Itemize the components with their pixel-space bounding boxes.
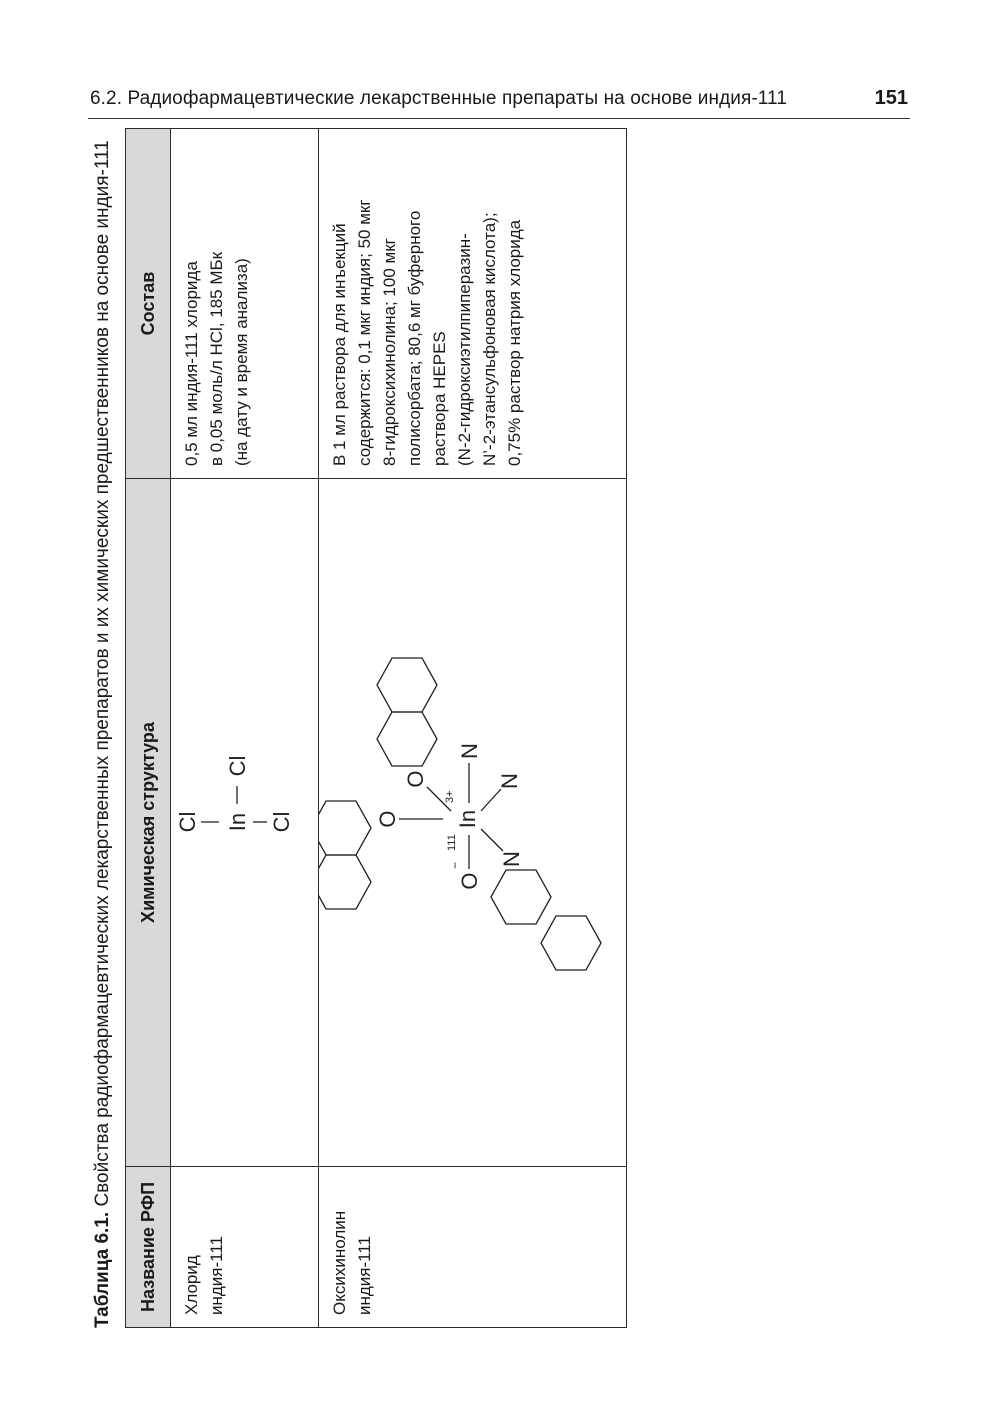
column-header-structure: Химическая структура bbox=[126, 479, 171, 1167]
properties-table bbox=[125, 128, 627, 1328]
caption-text: Свойства радиофармацевтических лекарственных препаратов и их химических предшественников на основе индия-111 bbox=[92, 140, 113, 1212]
running-title: 6.2. Радиофармацевтические лекарственные препараты на основе индия-111 bbox=[90, 88, 787, 109]
running-header bbox=[88, 86, 910, 119]
column-header-composition: Состав bbox=[126, 129, 171, 479]
indium-chloride-diagram bbox=[171, 743, 311, 903]
n-atom-label: N bbox=[499, 851, 524, 868]
indium-chloride-structure bbox=[171, 479, 319, 1167]
o-atom-label: O bbox=[375, 810, 400, 829]
table-caption bbox=[92, 133, 114, 1328]
cl-atom-label: Cl bbox=[225, 756, 250, 777]
in-atom-label: In bbox=[225, 813, 250, 832]
caption-label: Таблица 6.1. bbox=[92, 1211, 113, 1328]
o-atom-label: O bbox=[403, 770, 428, 789]
cl-atom-label: Cl bbox=[269, 812, 294, 833]
table-header-row bbox=[126, 129, 171, 1328]
table-row bbox=[319, 129, 627, 1328]
drug-name-cell: Хлорид индия-111 bbox=[171, 1167, 319, 1328]
composition-cell: 0,5 мл индия-111 хлорида в 0,05 моль/л HCl, 185 МБк (на дату и время анализа) bbox=[171, 129, 319, 479]
n-atom-label: N bbox=[457, 743, 482, 760]
rotated-table-block bbox=[88, 128, 628, 1328]
table-row bbox=[171, 129, 319, 1328]
o-atom-label: O bbox=[457, 872, 482, 891]
indium-oxine-structure bbox=[319, 479, 627, 1167]
o-charge-label: − bbox=[448, 862, 462, 870]
drug-name-cell: Оксихинолин индия-111 bbox=[319, 1167, 627, 1328]
cl-atom-label: Cl bbox=[175, 812, 200, 833]
n-atom-label: N bbox=[497, 773, 522, 790]
ion-charge-label: 3+ bbox=[444, 790, 456, 804]
column-header-name: Название РФП bbox=[126, 1167, 171, 1328]
page-number: 151 bbox=[874, 87, 908, 109]
in-atom-label: In bbox=[455, 810, 480, 829]
composition-cell: В 1 мл раствора для инъекций содержится: 0,1 мкг индия; 50 мкг 8-гидроксихинолина; 100 мкг полисорбата; 80,6 мг буферного раствора HEPES (N-2-гидроксиэтилпиперазин- N’-2-этансульфоновая кислота); 0,75% раствор натрия хлорида bbox=[319, 129, 627, 479]
indium-oxine-diagram bbox=[319, 658, 619, 988]
mass-number-label: 111 bbox=[446, 834, 458, 852]
